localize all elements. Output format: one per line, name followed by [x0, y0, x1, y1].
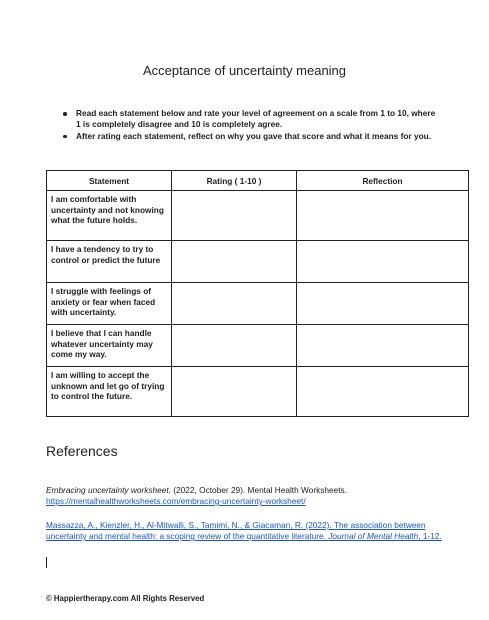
statement-cell: I struggle with feelings of anxiety or fear when faced with uncertainty.	[47, 283, 172, 325]
rating-cell[interactable]	[172, 241, 297, 283]
table-row	[47, 367, 469, 417]
statement-cell: I have a tendency to try to control or predict the future	[47, 241, 172, 283]
references-heading: References	[46, 443, 118, 459]
ref1-title: Embracing uncertainty worksheet.	[46, 485, 171, 495]
table-header-row	[47, 171, 469, 191]
table-row	[47, 325, 469, 367]
ref2-link[interactable]	[46, 520, 442, 541]
table-row	[47, 241, 469, 283]
rating-cell[interactable]	[172, 283, 297, 325]
rating-cell[interactable]	[172, 191, 297, 241]
reflection-cell[interactable]	[297, 191, 469, 241]
statement-cell: I am willing to accept the unknown and let go of trying to control the future.	[47, 367, 172, 417]
reflection-cell[interactable]	[297, 325, 469, 367]
instructions-list	[62, 108, 442, 142]
reflection-cell[interactable]	[297, 241, 469, 283]
reference-1	[46, 485, 446, 507]
page-title: Acceptance of uncertainty meaning	[142, 63, 347, 78]
ref2-authors: Massazza, A., Kienzler, H., Al-Mitwalli, S., Tamimi, N., & Giacaman, R. (2022). The association between uncertainty and mental health: a scoping review of the quantitative literature.	[46, 520, 426, 541]
table-row	[47, 191, 469, 241]
text-cursor	[46, 557, 47, 568]
ref2-journal: Journal of Mental Health	[328, 531, 419, 541]
statement-cell: I am comfortable with uncertainty and not knowing what the future holds.	[47, 191, 172, 241]
table-row	[47, 283, 469, 325]
statement-cell: I believe that I can handle whatever uncertainty may come my way.	[47, 325, 172, 367]
header-rating: Rating ( 1-10 )	[172, 171, 297, 191]
rating-table	[46, 170, 469, 417]
instruction-item: Read each statement below and rate your level of agreement on a scale from 1 to 10, where 1 is completely disagree and 10 is completely agree.	[62, 108, 442, 131]
header-statement: Statement	[47, 171, 172, 191]
reference-2	[46, 520, 446, 542]
ref1-details: (2022, October 29). Mental Health Worksheets.	[170, 485, 347, 495]
instruction-item: After rating each statement, reflect on why you gave that score and what it means for you.	[62, 131, 442, 142]
footer-copyright: © Happiertherapy.com All Rights Reserved	[46, 594, 205, 603]
rating-cell[interactable]	[172, 367, 297, 417]
header-reflection: Reflection	[297, 171, 469, 191]
reflection-cell[interactable]	[297, 367, 469, 417]
reflection-cell[interactable]	[297, 283, 469, 325]
ref2-pages: , 1-12.	[418, 531, 442, 541]
ref1-link[interactable]: https://mentalhealthworksheets.com/embracing-uncertainty-worksheet/	[46, 496, 306, 506]
rating-cell[interactable]	[172, 325, 297, 367]
